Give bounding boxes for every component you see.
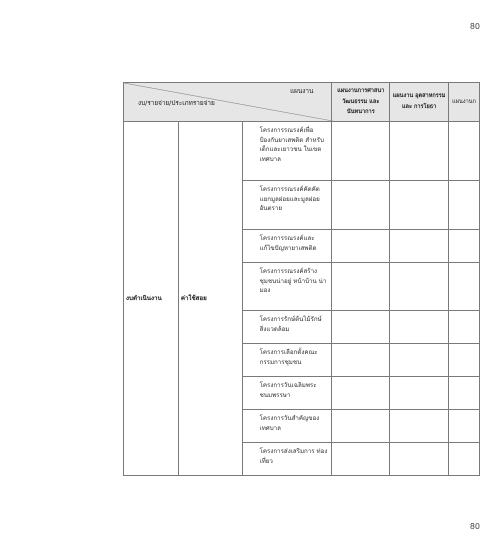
column-header-religion-culture: แผนงานการศาสนา วัฒนธรรม และ นันทนาการ bbox=[332, 83, 390, 122]
value-cell bbox=[449, 443, 480, 476]
value-cell bbox=[390, 377, 449, 410]
budget-category-cell: งบดำเนินงาน bbox=[124, 122, 179, 476]
corner-budget-type-label: งบ/รายจ่าย/ประเภทรายจ่าย bbox=[138, 99, 215, 108]
project-cell: โครงการรณรงค์และ แก้ไขปัญหายาเสพติด bbox=[242, 230, 332, 263]
value-cell bbox=[449, 344, 480, 377]
project-cell: โครงการเลือกตั้งคณะ กรรมการชุมชน bbox=[242, 344, 332, 377]
column-header-industry-public-works: แผนงาน อุตสาหกรรมและ การโยธา bbox=[390, 83, 449, 122]
value-cell bbox=[390, 311, 449, 344]
value-cell bbox=[332, 344, 390, 377]
value-cell bbox=[332, 230, 390, 263]
value-cell bbox=[390, 230, 449, 263]
value-cell bbox=[449, 263, 480, 311]
value-cell bbox=[449, 122, 480, 181]
value-cell bbox=[332, 181, 390, 230]
value-cell bbox=[390, 181, 449, 230]
value-cell bbox=[332, 377, 390, 410]
value-cell bbox=[390, 410, 449, 443]
table-header-row bbox=[124, 83, 480, 122]
project-cell: โครงการรณรงค์สร้าง ชุมชนน่าอยู่ หน้าบ้าน น่ามอง bbox=[242, 263, 332, 311]
value-cell bbox=[332, 311, 390, 344]
page-number-bottom: 80 bbox=[469, 522, 480, 531]
budget-table bbox=[123, 82, 480, 476]
project-cell: โครงการวันเฉลิมพระ ชนมพรรษา bbox=[242, 377, 332, 410]
corner-plan-label: แผนงาน bbox=[290, 87, 314, 95]
value-cell bbox=[390, 443, 449, 476]
value-cell bbox=[332, 410, 390, 443]
value-cell bbox=[332, 263, 390, 311]
value-cell bbox=[390, 263, 449, 311]
project-cell: โครงการรณรงค์คัดคัด แยกมูลฝอยและมูลฝอย อันตราย bbox=[242, 181, 332, 230]
value-cell bbox=[449, 410, 480, 443]
value-cell bbox=[449, 181, 480, 230]
project-cell: โครงการรักษ์ต้นไม้รักษ์ สิ่งแวดล้อม bbox=[242, 311, 332, 344]
value-cell bbox=[332, 443, 390, 476]
table-row bbox=[124, 122, 480, 181]
project-cell: โครงการส่งเสริมการ ท่องเที่ยว bbox=[242, 443, 332, 476]
page-number-top: 80 bbox=[469, 22, 480, 31]
expense-type-cell: ค่าใช้สอย bbox=[178, 122, 242, 476]
value-cell bbox=[390, 344, 449, 377]
value-cell bbox=[332, 122, 390, 181]
project-cell: โครงการวันสำคัญของ เทศบาล bbox=[242, 410, 332, 443]
column-header-next-plan: แผนงานก bbox=[449, 83, 480, 122]
value-cell bbox=[449, 230, 480, 263]
value-cell bbox=[390, 122, 449, 181]
project-cell: โครงการรณรงค์เพื่อ ป้องกันยาเสพติด สำหรับเด็กและเยาวชน ในเขตเทศบาล bbox=[242, 122, 332, 181]
table-corner-header bbox=[124, 83, 332, 122]
value-cell bbox=[449, 377, 480, 410]
value-cell bbox=[449, 311, 480, 344]
